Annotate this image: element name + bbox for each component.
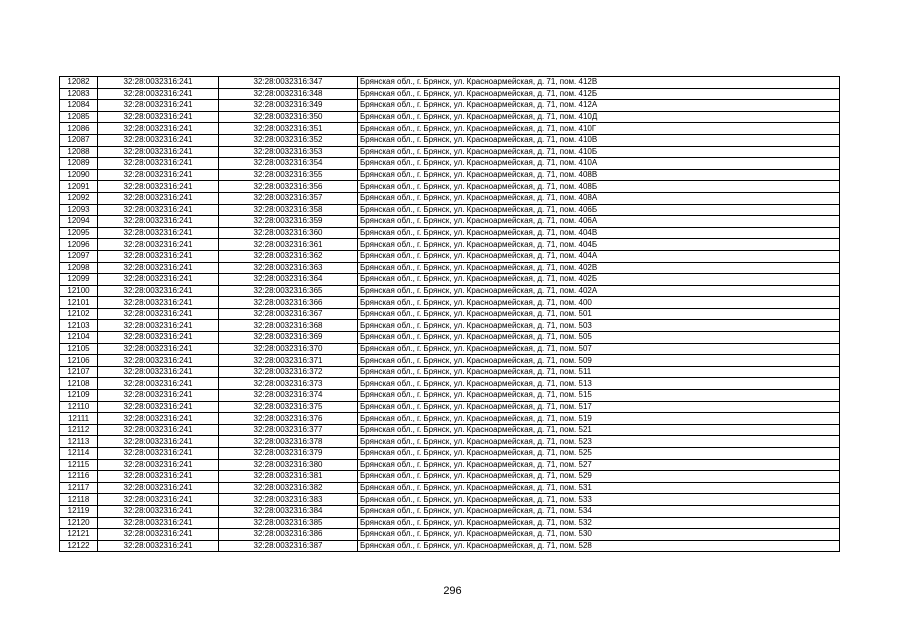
parcel-number-cell: 32:28:0032316:241 (98, 494, 219, 506)
table-row (60, 134, 840, 146)
parcel-number-cell: 32:28:0032316:241 (98, 378, 219, 390)
object-number-cell: 32:28:0032316:385 (219, 517, 358, 529)
row-number-cell: 12112 (60, 424, 98, 436)
address-cell: Брянская обл., г. Брянск, ул. Красноармейская, д. 71, пом. 400 (358, 297, 840, 309)
parcel-number-cell: 32:28:0032316:241 (98, 482, 219, 494)
row-number-cell: 12101 (60, 297, 98, 309)
table-row (60, 169, 840, 181)
address-cell: Брянская обл., г. Брянск, ул. Красноармейская, д. 71, пом. 529 (358, 471, 840, 483)
table-row (60, 111, 840, 123)
row-number-cell: 12113 (60, 436, 98, 448)
object-number-cell: 32:28:0032316:363 (219, 262, 358, 274)
parcel-number-cell: 32:28:0032316:241 (98, 134, 219, 146)
address-cell: Брянская обл., г. Брянск, ул. Красноармейская, д. 71, пом. 513 (358, 378, 840, 390)
object-number-cell: 32:28:0032316:372 (219, 366, 358, 378)
row-number-cell: 12099 (60, 274, 98, 286)
table-row (60, 192, 840, 204)
row-number-cell: 12086 (60, 123, 98, 135)
row-number-cell: 12098 (60, 262, 98, 274)
address-cell: Брянская обл., г. Брянск, ул. Красноармейская, д. 71, пом. 410Б (358, 146, 840, 158)
address-cell: Брянская обл., г. Брянск, ул. Красноармейская, д. 71, пом. 533 (358, 494, 840, 506)
table-row (60, 123, 840, 135)
object-number-cell: 32:28:0032316:349 (219, 100, 358, 112)
parcel-number-cell: 32:28:0032316:241 (98, 123, 219, 135)
object-number-cell: 32:28:0032316:364 (219, 274, 358, 286)
object-number-cell: 32:28:0032316:386 (219, 529, 358, 541)
row-number-cell: 12115 (60, 459, 98, 471)
table-row (60, 540, 840, 552)
object-number-cell: 32:28:0032316:370 (219, 343, 358, 355)
object-number-cell: 32:28:0032316:355 (219, 169, 358, 181)
object-number-cell: 32:28:0032316:348 (219, 88, 358, 100)
parcel-number-cell: 32:28:0032316:241 (98, 262, 219, 274)
table-row (60, 424, 840, 436)
object-number-cell: 32:28:0032316:360 (219, 227, 358, 239)
parcel-number-cell: 32:28:0032316:241 (98, 216, 219, 228)
table-row (60, 77, 840, 89)
row-number-cell: 12104 (60, 332, 98, 344)
row-number-cell: 12082 (60, 77, 98, 89)
table-row (60, 297, 840, 309)
parcel-number-cell: 32:28:0032316:241 (98, 366, 219, 378)
address-cell: Брянская обл., г. Брянск, ул. Красноармейская, д. 71, пом. 515 (358, 390, 840, 402)
parcel-number-cell: 32:28:0032316:241 (98, 401, 219, 413)
parcel-number-cell: 32:28:0032316:241 (98, 459, 219, 471)
address-cell: Брянская обл., г. Брянск, ул. Красноармейская, д. 71, пом. 402А (358, 285, 840, 297)
address-cell: Брянская обл., г. Брянск, ул. Красноармейская, д. 71, пом. 503 (358, 320, 840, 332)
parcel-number-cell: 32:28:0032316:241 (98, 158, 219, 170)
row-number-cell: 12119 (60, 505, 98, 517)
address-cell: Брянская обл., г. Брянск, ул. Красноармейская, д. 71, пом. 404В (358, 227, 840, 239)
object-number-cell: 32:28:0032316:365 (219, 285, 358, 297)
object-number-cell: 32:28:0032316:376 (219, 413, 358, 425)
object-number-cell: 32:28:0032316:380 (219, 459, 358, 471)
parcel-number-cell: 32:28:0032316:241 (98, 181, 219, 193)
parcel-number-cell: 32:28:0032316:241 (98, 146, 219, 158)
row-number-cell: 12114 (60, 448, 98, 460)
table-row (60, 448, 840, 460)
object-number-cell: 32:28:0032316:359 (219, 216, 358, 228)
object-number-cell: 32:28:0032316:379 (219, 448, 358, 460)
table-row (60, 88, 840, 100)
table-row (60, 239, 840, 251)
parcel-number-cell: 32:28:0032316:241 (98, 227, 219, 239)
row-number-cell: 12097 (60, 250, 98, 262)
row-number-cell: 12083 (60, 88, 98, 100)
table-row (60, 320, 840, 332)
address-cell: Брянская обл., г. Брянск, ул. Красноармейская, д. 71, пом. 410Д (358, 111, 840, 123)
parcel-number-cell: 32:28:0032316:241 (98, 88, 219, 100)
parcel-number-cell: 32:28:0032316:241 (98, 424, 219, 436)
table-row (60, 262, 840, 274)
parcel-number-cell: 32:28:0032316:241 (98, 448, 219, 460)
table-row (60, 332, 840, 344)
parcel-number-cell: 32:28:0032316:241 (98, 332, 219, 344)
row-number-cell: 12106 (60, 355, 98, 367)
address-cell: Брянская обл., г. Брянск, ул. Красноармейская, д. 71, пом. 406Б (358, 204, 840, 216)
object-number-cell: 32:28:0032316:382 (219, 482, 358, 494)
address-cell: Брянская обл., г. Брянск, ул. Красноармейская, д. 71, пом. 412А (358, 100, 840, 112)
object-number-cell: 32:28:0032316:367 (219, 308, 358, 320)
row-number-cell: 12121 (60, 529, 98, 541)
row-number-cell: 12085 (60, 111, 98, 123)
table-row (60, 366, 840, 378)
registry-table (59, 76, 840, 552)
table-row (60, 204, 840, 216)
parcel-number-cell: 32:28:0032316:241 (98, 77, 219, 89)
address-cell: Брянская обл., г. Брянск, ул. Красноармейская, д. 71, пом. 404А (358, 250, 840, 262)
row-number-cell: 12084 (60, 100, 98, 112)
parcel-number-cell: 32:28:0032316:241 (98, 239, 219, 251)
row-number-cell: 12120 (60, 517, 98, 529)
row-number-cell: 12092 (60, 192, 98, 204)
parcel-number-cell: 32:28:0032316:241 (98, 192, 219, 204)
row-number-cell: 12088 (60, 146, 98, 158)
address-cell: Брянская обл., г. Брянск, ул. Красноармейская, д. 71, пом. 531 (358, 482, 840, 494)
address-cell: Брянская обл., г. Брянск, ул. Красноармейская, д. 71, пом. 511 (358, 366, 840, 378)
row-number-cell: 12095 (60, 227, 98, 239)
object-number-cell: 32:28:0032316:353 (219, 146, 358, 158)
row-number-cell: 12087 (60, 134, 98, 146)
object-number-cell: 32:28:0032316:362 (219, 250, 358, 262)
parcel-number-cell: 32:28:0032316:241 (98, 471, 219, 483)
object-number-cell: 32:28:0032316:366 (219, 297, 358, 309)
table-row (60, 459, 840, 471)
address-cell: Брянская обл., г. Брянск, ул. Красноармейская, д. 71, пом. 406А (358, 216, 840, 228)
parcel-number-cell: 32:28:0032316:241 (98, 308, 219, 320)
row-number-cell: 12109 (60, 390, 98, 402)
object-number-cell: 32:28:0032316:381 (219, 471, 358, 483)
object-number-cell: 32:28:0032316:347 (219, 77, 358, 89)
row-number-cell: 12118 (60, 494, 98, 506)
row-number-cell: 12107 (60, 366, 98, 378)
row-number-cell: 12093 (60, 204, 98, 216)
address-cell: Брянская обл., г. Брянск, ул. Красноармейская, д. 71, пом. 408А (358, 192, 840, 204)
parcel-number-cell: 32:28:0032316:241 (98, 100, 219, 112)
address-cell: Брянская обл., г. Брянск, ул. Красноармейская, д. 71, пом. 532 (358, 517, 840, 529)
row-number-cell: 12100 (60, 285, 98, 297)
row-number-cell: 12089 (60, 158, 98, 170)
object-number-cell: 32:28:0032316:374 (219, 390, 358, 402)
object-number-cell: 32:28:0032316:356 (219, 181, 358, 193)
parcel-number-cell: 32:28:0032316:241 (98, 436, 219, 448)
table-row (60, 482, 840, 494)
row-number-cell: 12094 (60, 216, 98, 228)
parcel-number-cell: 32:28:0032316:241 (98, 111, 219, 123)
parcel-number-cell: 32:28:0032316:241 (98, 517, 219, 529)
table-row (60, 158, 840, 170)
row-number-cell: 12110 (60, 401, 98, 413)
object-number-cell: 32:28:0032316:384 (219, 505, 358, 517)
address-cell: Брянская обл., г. Брянск, ул. Красноармейская, д. 71, пом. 404Б (358, 239, 840, 251)
table-row (60, 401, 840, 413)
table-row (60, 413, 840, 425)
object-number-cell: 32:28:0032316:351 (219, 123, 358, 135)
table-row (60, 529, 840, 541)
object-number-cell: 32:28:0032316:373 (219, 378, 358, 390)
parcel-number-cell: 32:28:0032316:241 (98, 297, 219, 309)
object-number-cell: 32:28:0032316:383 (219, 494, 358, 506)
address-cell: Брянская обл., г. Брянск, ул. Красноармейская, д. 71, пом. 528 (358, 540, 840, 552)
table-row (60, 355, 840, 367)
address-cell: Брянская обл., г. Брянск, ул. Красноармейская, д. 71, пом. 501 (358, 308, 840, 320)
row-number-cell: 12105 (60, 343, 98, 355)
row-number-cell: 12108 (60, 378, 98, 390)
row-number-cell: 12103 (60, 320, 98, 332)
address-cell: Брянская обл., г. Брянск, ул. Красноармейская, д. 71, пом. 505 (358, 332, 840, 344)
address-cell: Брянская обл., г. Брянск, ул. Красноармейская, д. 71, пом. 402Б (358, 274, 840, 286)
row-number-cell: 12102 (60, 308, 98, 320)
object-number-cell: 32:28:0032316:350 (219, 111, 358, 123)
address-cell: Брянская обл., г. Брянск, ул. Красноармейская, д. 71, пом. 410А (358, 158, 840, 170)
address-cell: Брянская обл., г. Брянск, ул. Красноармейская, д. 71, пом. 534 (358, 505, 840, 517)
object-number-cell: 32:28:0032316:352 (219, 134, 358, 146)
row-number-cell: 12091 (60, 181, 98, 193)
parcel-number-cell: 32:28:0032316:241 (98, 250, 219, 262)
table-row (60, 436, 840, 448)
parcel-number-cell: 32:28:0032316:241 (98, 390, 219, 402)
table-row (60, 100, 840, 112)
parcel-number-cell: 32:28:0032316:241 (98, 413, 219, 425)
parcel-number-cell: 32:28:0032316:241 (98, 540, 219, 552)
address-cell: Брянская обл., г. Брянск, ул. Красноармейская, д. 71, пом. 408В (358, 169, 840, 181)
table-row (60, 146, 840, 158)
address-cell: Брянская обл., г. Брянск, ул. Красноармейская, д. 71, пом. 509 (358, 355, 840, 367)
address-cell: Брянская обл., г. Брянск, ул. Красноармейская, д. 71, пом. 412Б (358, 88, 840, 100)
object-number-cell: 32:28:0032316:369 (219, 332, 358, 344)
page-number: 296 (443, 585, 462, 597)
table-row (60, 390, 840, 402)
table-row (60, 274, 840, 286)
table-row (60, 471, 840, 483)
object-number-cell: 32:28:0032316:368 (219, 320, 358, 332)
row-number-cell: 12117 (60, 482, 98, 494)
table-row (60, 216, 840, 228)
address-cell: Брянская обл., г. Брянск, ул. Красноармейская, д. 71, пом. 517 (358, 401, 840, 413)
row-number-cell: 12116 (60, 471, 98, 483)
table-row (60, 517, 840, 529)
address-cell: Брянская обл., г. Брянск, ул. Красноармейская, д. 71, пом. 402В (358, 262, 840, 274)
row-number-cell: 12096 (60, 239, 98, 251)
parcel-number-cell: 32:28:0032316:241 (98, 169, 219, 181)
object-number-cell: 32:28:0032316:378 (219, 436, 358, 448)
address-cell: Брянская обл., г. Брянск, ул. Красноармейская, д. 71, пом. 412В (358, 77, 840, 89)
address-cell: Брянская обл., г. Брянск, ул. Красноармейская, д. 71, пом. 410В (358, 134, 840, 146)
address-cell: Брянская обл., г. Брянск, ул. Красноармейская, д. 71, пом. 530 (358, 529, 840, 541)
object-number-cell: 32:28:0032316:387 (219, 540, 358, 552)
row-number-cell: 12111 (60, 413, 98, 425)
object-number-cell: 32:28:0032316:377 (219, 424, 358, 436)
object-number-cell: 32:28:0032316:357 (219, 192, 358, 204)
table-row (60, 343, 840, 355)
table-row (60, 505, 840, 517)
address-cell: Брянская обл., г. Брянск, ул. Красноармейская, д. 71, пом. 525 (358, 448, 840, 460)
table-row (60, 378, 840, 390)
table-row (60, 308, 840, 320)
address-cell: Брянская обл., г. Брянск, ул. Красноармейская, д. 71, пом. 523 (358, 436, 840, 448)
parcel-number-cell: 32:28:0032316:241 (98, 285, 219, 297)
parcel-number-cell: 32:28:0032316:241 (98, 355, 219, 367)
object-number-cell: 32:28:0032316:371 (219, 355, 358, 367)
row-number-cell: 12122 (60, 540, 98, 552)
object-number-cell: 32:28:0032316:354 (219, 158, 358, 170)
parcel-number-cell: 32:28:0032316:241 (98, 204, 219, 216)
table-row (60, 227, 840, 239)
parcel-number-cell: 32:28:0032316:241 (98, 505, 219, 517)
parcel-number-cell: 32:28:0032316:241 (98, 529, 219, 541)
parcel-number-cell: 32:28:0032316:241 (98, 343, 219, 355)
parcel-number-cell: 32:28:0032316:241 (98, 320, 219, 332)
address-cell: Брянская обл., г. Брянск, ул. Красноармейская, д. 71, пом. 519 (358, 413, 840, 425)
table-row (60, 494, 840, 506)
object-number-cell: 32:28:0032316:358 (219, 204, 358, 216)
table-row (60, 285, 840, 297)
address-cell: Брянская обл., г. Брянск, ул. Красноармейская, д. 71, пом. 410Г (358, 123, 840, 135)
address-cell: Брянская обл., г. Брянск, ул. Красноармейская, д. 71, пом. 527 (358, 459, 840, 471)
object-number-cell: 32:28:0032316:361 (219, 239, 358, 251)
address-cell: Брянская обл., г. Брянск, ул. Красноармейская, д. 71, пом. 521 (358, 424, 840, 436)
parcel-number-cell: 32:28:0032316:241 (98, 274, 219, 286)
object-number-cell: 32:28:0032316:375 (219, 401, 358, 413)
address-cell: Брянская обл., г. Брянск, ул. Красноармейская, д. 71, пом. 408Б (358, 181, 840, 193)
table-row (60, 250, 840, 262)
table-row (60, 181, 840, 193)
address-cell: Брянская обл., г. Брянск, ул. Красноармейская, д. 71, пом. 507 (358, 343, 840, 355)
registry-table-body (60, 77, 840, 552)
row-number-cell: 12090 (60, 169, 98, 181)
